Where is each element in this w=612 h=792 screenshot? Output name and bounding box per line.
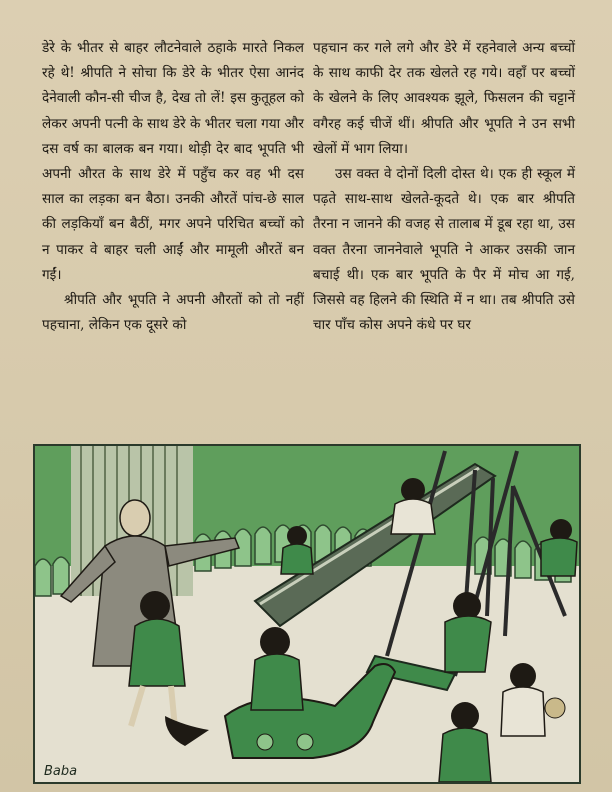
- text-column-left: [42, 36, 304, 338]
- playground-illustration: [33, 444, 581, 784]
- illustration-drawing: [35, 446, 579, 782]
- paragraph: पहचान कर गले लगे और डेरे में रहनेवाले अन्य बच्चों के साथ काफी देर तक खेलते रह गये। वहाँ पर बच्चों के खेलने के लिए आवश्यक झूले, फिसलन की चट्टानें वगैरह कई चीजें थीं। श्रीपति और भूपति ने उन सभी खेलों में भाग लिया।: [313, 40, 575, 157]
- paragraph: श्रीपति और भूपति ने अपनी औरतों को तो नहीं पहचाना, लेकिन एक दूसरे को: [42, 292, 304, 334]
- paragraph: डेरे के भीतर से बाहर लौटनेवाले ठहाके मारते निकल रहे थे! श्रीपति ने सोचा कि डेरे के भीतर ऐसा आनंद देनेवाली कौन-सी चीज है, देख तो लें! इस कुतूहल को लेकर अपनी पत्नी के साथ डेरे के भीतर चला गया और दस वर्ष का बालक बन गया। थोड़ी देर बाद भूपति भी अपनी औरत के साथ डेरे में पहुँच कर वह भी दस साल का लड़का बन बैठा। उनकी औरतें पांच-छे साल की लड़कियाँ बन बैठीं, मगर अपने परिचित बच्चों को न पाकर वे बाहर चली आईं और मामूली औरतें बन गईं।: [42, 40, 304, 283]
- paragraph: उस वक्त वे दोनों दिली दोस्त थे। एक ही स्कूल में पढ़ते साथ-साथ खेलते-कूदते थे। एक बार श्रीपति तैरना न जानने की वजह से तालाब में डूब रहा था, उस वक्त तैरना जाननेवाले भूपति ने आकर उसकी जान बचाई थी। एक बार भूपति के पैर में मोच आ गई, जिससे वह हिलने की स्थिति में न था। तब श्रीपति उसे चार पाँच कोस अपने कंधे पर घर: [313, 166, 575, 334]
- text-column-right: [313, 36, 575, 338]
- artist-signature: Baba: [44, 764, 78, 779]
